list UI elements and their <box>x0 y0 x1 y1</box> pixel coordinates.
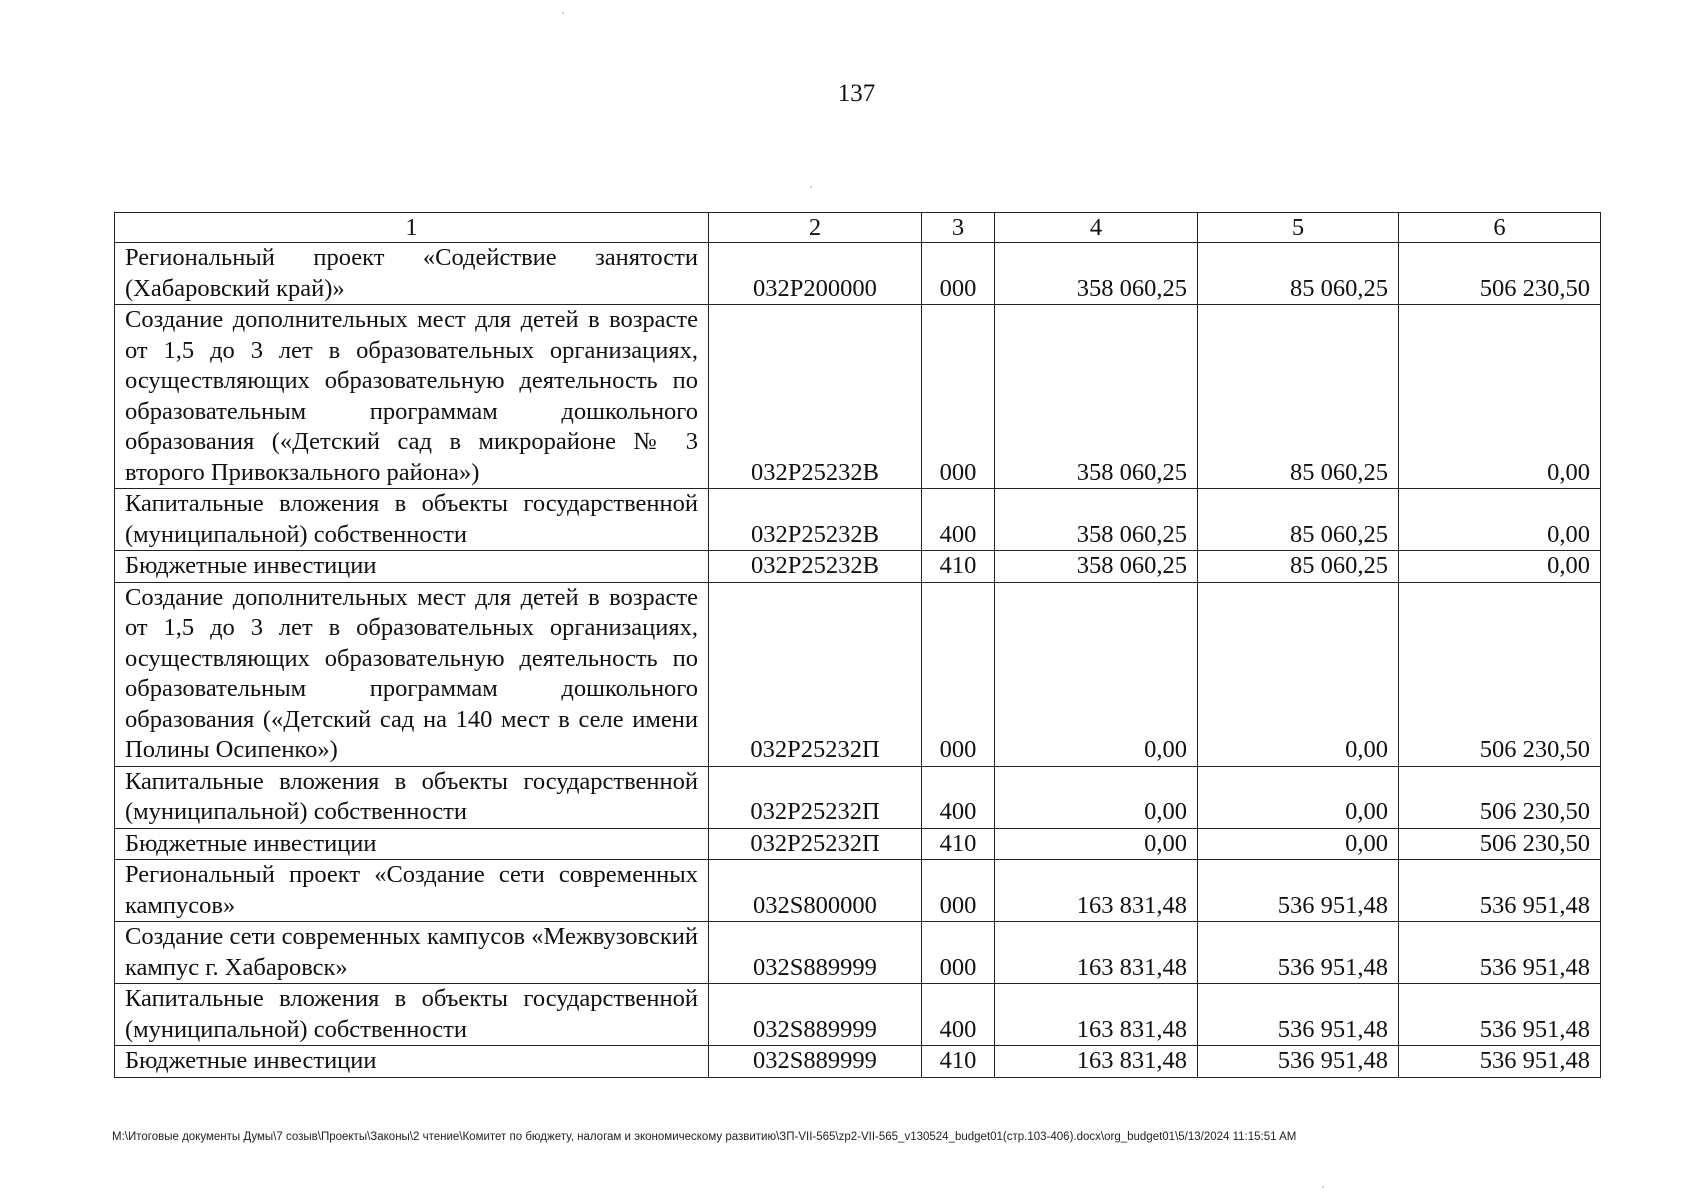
amount-col6: 536 951,48 <box>1399 922 1601 984</box>
column-header: 1 <box>115 213 709 243</box>
column-header: 3 <box>922 213 995 243</box>
table-row <box>115 828 1601 860</box>
expense-type: 400 <box>922 766 995 828</box>
item-name: Региональный проект «Создание сети современных кампусов» <box>115 860 709 922</box>
amount-col5: 536 951,48 <box>1198 860 1399 922</box>
target-code: 032P25232B <box>709 305 922 489</box>
amount-col6: 536 951,48 <box>1399 1046 1601 1078</box>
item-name: Создание сети современных кампусов «Межвузовский кампус г. Хабаровск» <box>115 922 709 984</box>
table-row <box>115 860 1601 922</box>
table-row <box>115 551 1601 583</box>
amount-col6: 536 951,48 <box>1399 860 1601 922</box>
target-code: 032S889999 <box>709 984 922 1046</box>
column-header: 2 <box>709 213 922 243</box>
amount-col6: 506 230,50 <box>1399 828 1601 860</box>
amount-col5: 85 060,25 <box>1198 551 1399 583</box>
budget-table <box>114 212 1601 1078</box>
target-code: 032P200000 <box>709 243 922 305</box>
column-header: 6 <box>1399 213 1601 243</box>
table-row <box>115 243 1601 305</box>
amount-col6: 0,00 <box>1399 551 1601 583</box>
table-row <box>115 766 1601 828</box>
amount-col6: 506 230,50 <box>1399 243 1601 305</box>
table-row <box>115 1046 1601 1078</box>
item-name: Капитальные вложения в объекты государственной (муниципальной) собственности <box>115 766 709 828</box>
scan-speck <box>1322 1186 1324 1188</box>
expense-type: 000 <box>922 582 995 766</box>
item-name: Капитальные вложения в объекты государственной (муниципальной) собственности <box>115 984 709 1046</box>
amount-col5: 0,00 <box>1198 828 1399 860</box>
amount-col5: 85 060,25 <box>1198 243 1399 305</box>
amount-col4: 358 060,25 <box>995 305 1198 489</box>
expense-type: 000 <box>922 243 995 305</box>
amount-col4: 0,00 <box>995 828 1198 860</box>
amount-col5: 0,00 <box>1198 766 1399 828</box>
amount-col4: 0,00 <box>995 766 1198 828</box>
item-name: Создание дополнительных мест для детей в возрасте от 1,5 до 3 лет в образовательных организациях, осуществляющих образовательную деятельность по образовательным программам дошкольного образования («Детский сад на 140 мест в селе имени Полины Осипенко») <box>115 582 709 766</box>
header-row <box>115 213 1601 243</box>
expense-type: 400 <box>922 489 995 551</box>
amount-col5: 0,00 <box>1198 582 1399 766</box>
scan-speck <box>562 12 564 14</box>
amount-col5: 536 951,48 <box>1198 922 1399 984</box>
expense-type: 400 <box>922 984 995 1046</box>
table-row <box>115 922 1601 984</box>
column-header: 4 <box>995 213 1198 243</box>
target-code: 032S889999 <box>709 1046 922 1078</box>
table-row <box>115 489 1601 551</box>
target-code: 032P25232B <box>709 489 922 551</box>
target-code: 032P25232B <box>709 551 922 583</box>
amount-col4: 163 831,48 <box>995 922 1198 984</box>
scan-speck <box>810 186 812 188</box>
amount-col6: 506 230,50 <box>1399 766 1601 828</box>
table-row <box>115 984 1601 1046</box>
item-name: Бюджетные инвестиции <box>115 828 709 860</box>
item-name: Региональный проект «Содействие занятости (Хабаровский край)» <box>115 243 709 305</box>
item-name: Капитальные вложения в объекты государственной (муниципальной) собственности <box>115 489 709 551</box>
amount-col5: 85 060,25 <box>1198 305 1399 489</box>
amount-col4: 358 060,25 <box>995 243 1198 305</box>
amount-col4: 163 831,48 <box>995 984 1198 1046</box>
target-code: 032P25232П <box>709 766 922 828</box>
expense-type: 000 <box>922 305 995 489</box>
expense-type: 410 <box>922 828 995 860</box>
amount-col5: 85 060,25 <box>1198 489 1399 551</box>
expense-type: 410 <box>922 551 995 583</box>
amount-col4: 358 060,25 <box>995 551 1198 583</box>
expense-type: 000 <box>922 922 995 984</box>
table-row <box>115 305 1601 489</box>
expense-type: 000 <box>922 860 995 922</box>
amount-col6: 0,00 <box>1399 489 1601 551</box>
column-header: 5 <box>1198 213 1399 243</box>
target-code: 032S889999 <box>709 922 922 984</box>
page-number: 137 <box>837 80 876 107</box>
item-name: Бюджетные инвестиции <box>115 1046 709 1078</box>
amount-col6: 506 230,50 <box>1399 582 1601 766</box>
amount-col5: 536 951,48 <box>1198 984 1399 1046</box>
expense-type: 410 <box>922 1046 995 1078</box>
item-name: Создание дополнительных мест для детей в возрасте от 1,5 до 3 лет в образовательных организациях, осуществляющих образовательную деятельность по образовательным программам дошкольного образования («Детский сад в микрорайоне № 3 второго Привокзального района») <box>115 305 709 489</box>
target-code: 032S800000 <box>709 860 922 922</box>
amount-col6: 536 951,48 <box>1399 984 1601 1046</box>
table-row <box>115 582 1601 766</box>
item-name: Бюджетные инвестиции <box>115 551 709 583</box>
amount-col6: 0,00 <box>1399 305 1601 489</box>
document-file-path: M:\Итоговые документы Думы\7 созыв\Проекты\Законы\2 чтение\Комитет по бюджету, налогам и экономическому развитию\ЗП-VII-565\zp2-VII-565_v130524_budget01(стр.103-406).docx\org_budget01\5/13/2024 11:15:51 AM <box>112 1131 1297 1143</box>
amount-col4: 163 831,48 <box>995 1046 1198 1078</box>
amount-col4: 358 060,25 <box>995 489 1198 551</box>
amount-col4: 0,00 <box>995 582 1198 766</box>
amount-col5: 536 951,48 <box>1198 1046 1399 1078</box>
target-code: 032P25232П <box>709 828 922 860</box>
target-code: 032P25232П <box>709 582 922 766</box>
amount-col4: 163 831,48 <box>995 860 1198 922</box>
